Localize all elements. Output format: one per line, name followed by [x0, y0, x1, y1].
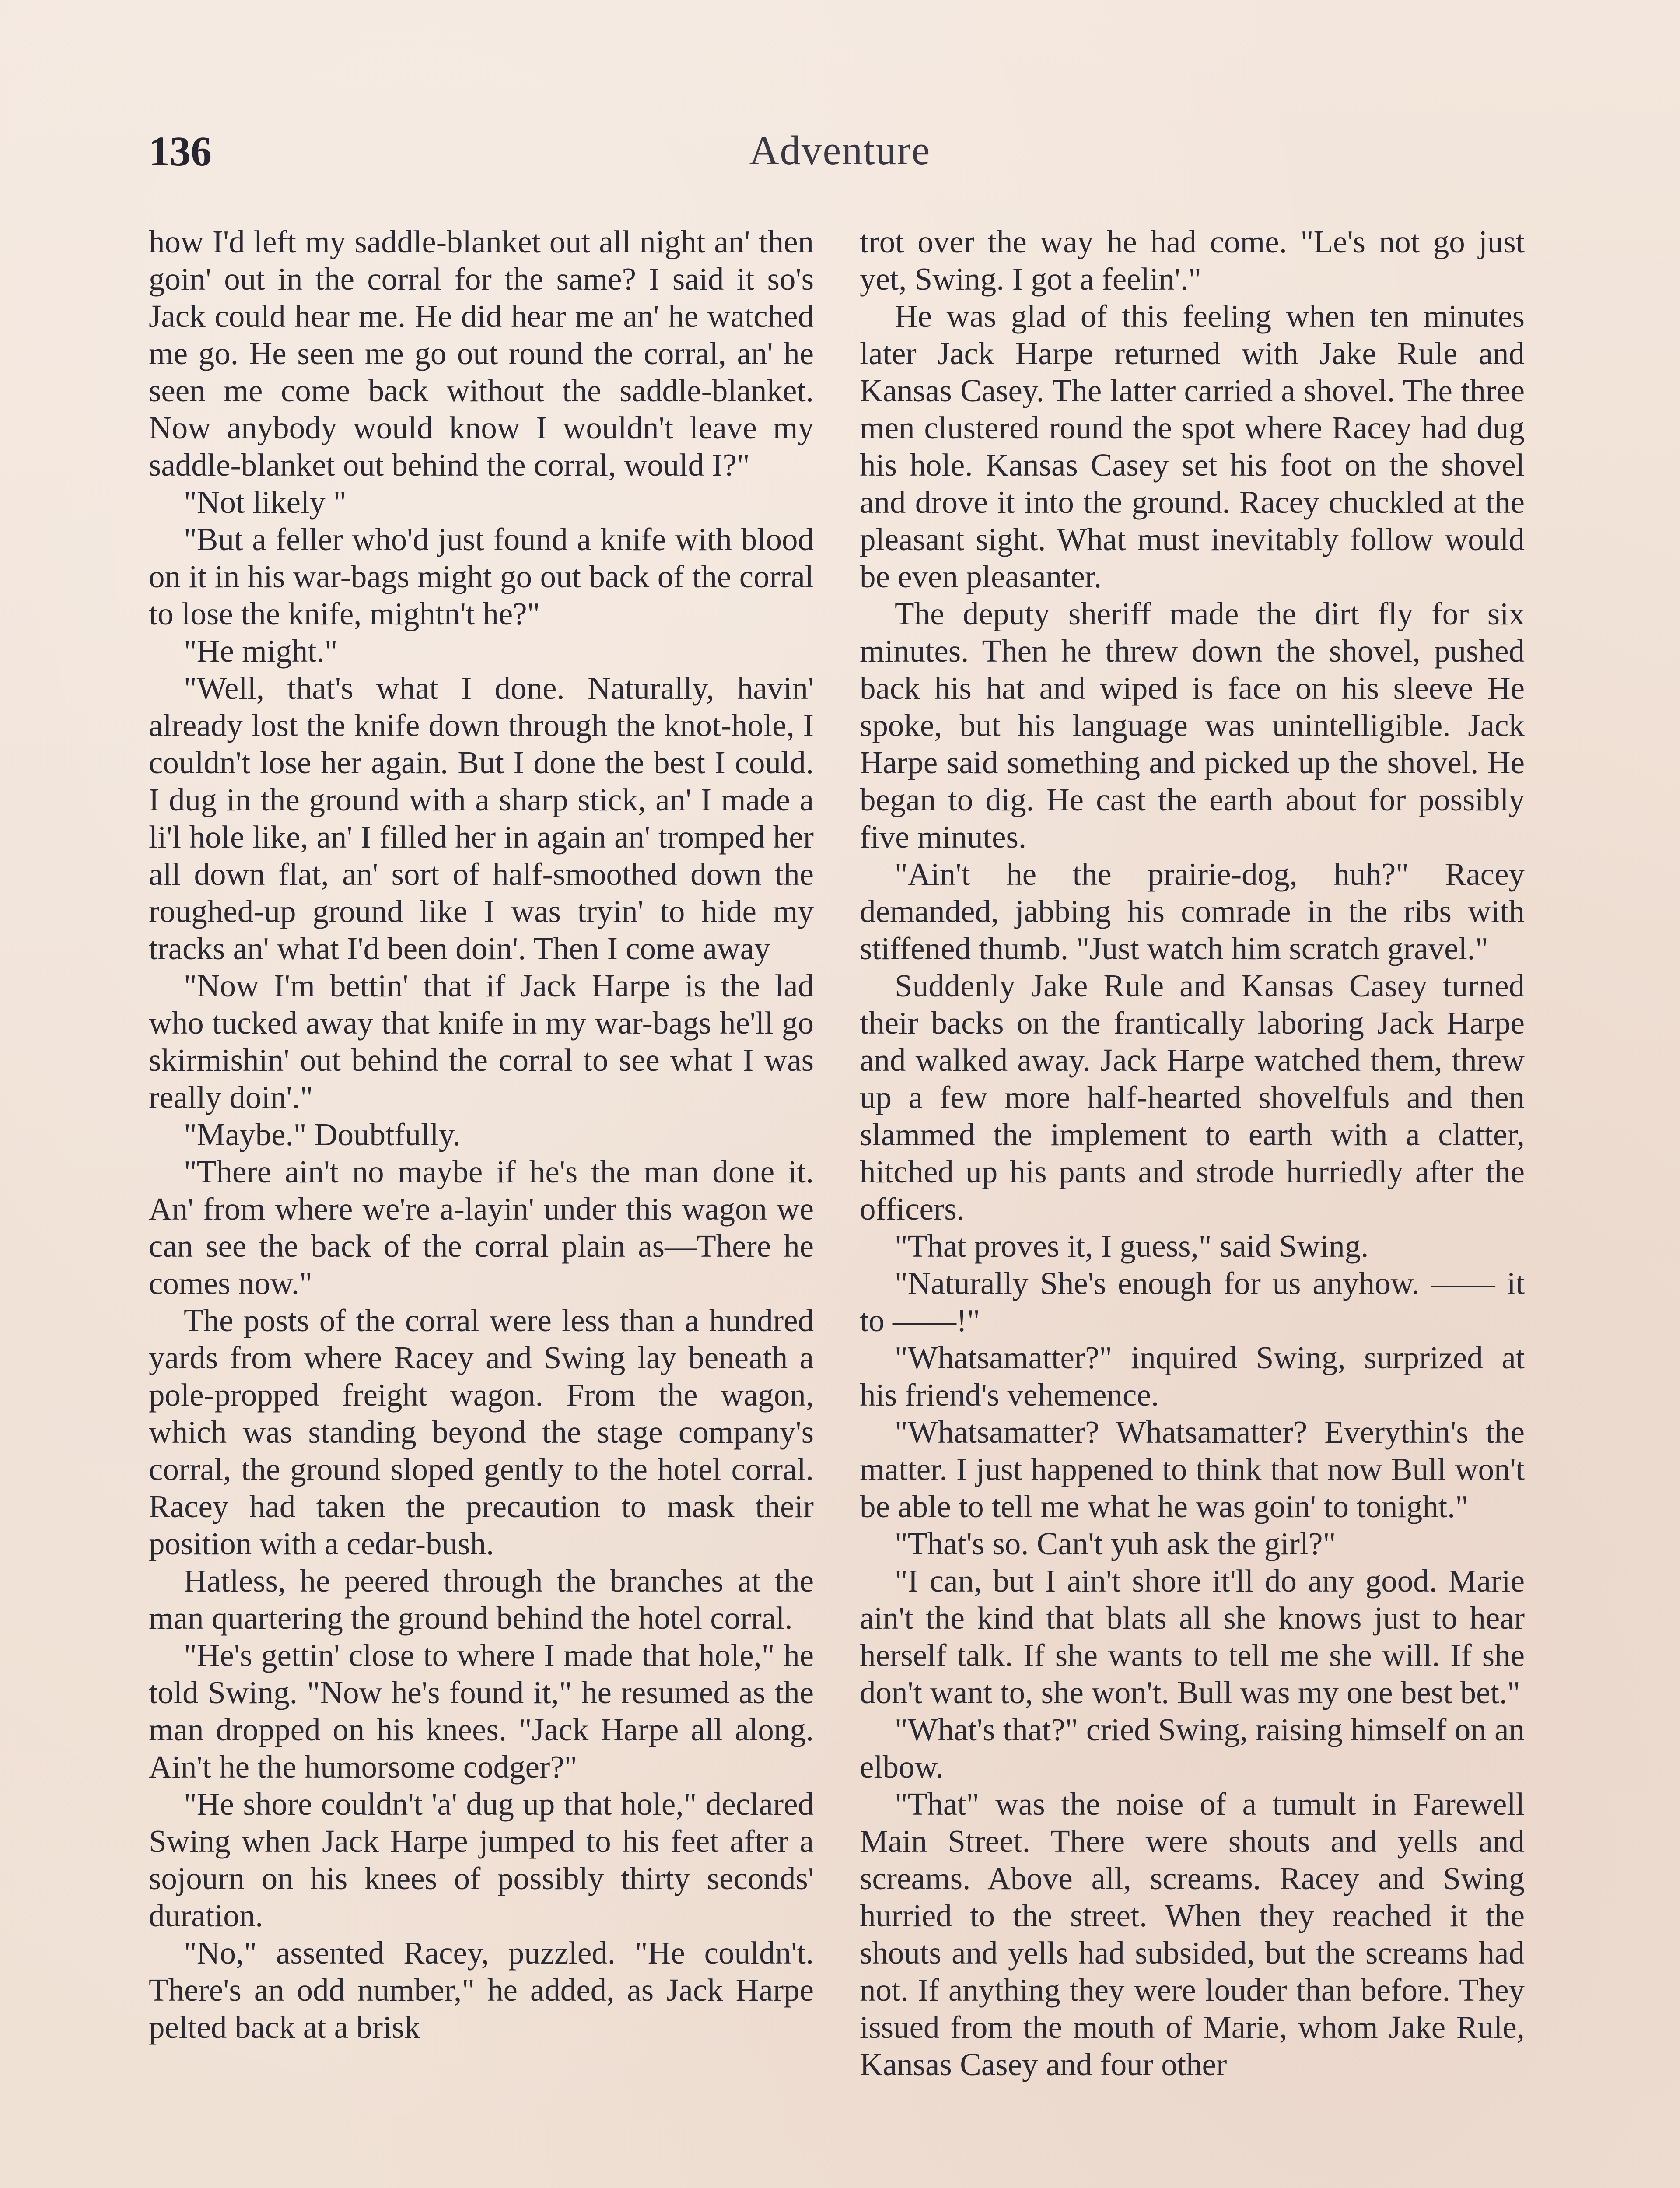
paragraph: "He's gettin' close to where I made that hole," he told Swing. "Now he's found it," he resumed as the man dropped on his knees. "Jack Harpe all along. Ain't he the humorsome codger?" — [149, 1637, 814, 1785]
paragraph: "Ain't he the prairie-dog, huh?" Racey demanded, jabbing his comrade in the ribs with stiffened thumb. "Just watch him scratch gravel." — [860, 856, 1525, 966]
paragraph: "Maybe." Doubtfully. — [184, 1117, 461, 1152]
paragraph: Suddenly Jake Rule and Kansas Casey turned their backs on the frantically laboring Jack Harpe and walked away. Jack Harpe watched them, threw up a few more half-hearted shovelfuls and then slammed the implement to earth with a clatter, hitched up his pants and strode hurriedly after the officers. — [860, 968, 1525, 1227]
paragraph: "But a feller who'd just found a knife with blood on it in his war-bags might go out back of the corral to lose the knife, mightn't he?" — [149, 522, 814, 631]
paragraph: "Not likely " — [184, 484, 346, 520]
paragraph: "There ain't no maybe if he's the man done it. An' from where we're a-layin' under this wagon we can see the back of the corral plain as—There he comes now." — [149, 1154, 814, 1301]
paragraph: "Whatsamatter?" inquired Swing, surprized at his friend's vehemence. — [860, 1340, 1525, 1413]
running-title: Adventure — [749, 128, 931, 173]
paragraph: "He might." — [184, 633, 338, 669]
right-column — [860, 223, 1525, 2083]
paragraph: "Whatsamatter? Whatsamatter? Everythin's the matter. I just happened to think that now Bull won't be able to tell me what he was goin' to tonight." — [860, 1414, 1525, 1524]
paragraph: "What's that?" cried Swing, raising himself on an elbow. — [860, 1712, 1525, 1785]
paragraph: He was glad of this feeling when ten minutes later Jack Harpe returned with Jake Rule and Kansas Casey. The latter carried a shovel. The three men clustered round the spot where Racey had dug his hole. Kansas Casey set his foot on the shovel and drove it into the ground. Racey chuckled at the pleasant sight. What must inevitably follow would be even pleasanter. — [860, 298, 1525, 594]
paragraph: "I can, but I ain't shore it'll do any good. Marie ain't the kind that blats all she knows just to hear herself talk. If she wants to tell me she will. If she don't want to, she won't. Bull was my one best bet." — [860, 1563, 1525, 1710]
paragraph: "Now I'm bettin' that if Jack Harpe is the lad who tucked away that knife in my war-bags he'll go skirmishin' out behind the corral to see what I was really doin'." — [149, 968, 814, 1115]
paragraph: "He shore couldn't 'a' dug up that hole," declared Swing when Jack Harpe jumped to his feet after a sojourn on his knees of possibly thirty seconds' duration. — [149, 1786, 814, 1933]
paragraph: "Naturally She's enough for us anyhow. —— it to ——!" — [860, 1266, 1525, 1338]
left-column — [149, 223, 814, 2046]
paragraph: "That's so. Can't yuh ask the girl?" — [895, 1526, 1336, 1561]
page-number: 136 — [149, 128, 212, 175]
paragraph: "Well, that's what I done. Naturally, havin' already lost the knife down through the knot-hole, I couldn't lose her again. But I done the best I could. I dug in the ground with a sharp stick, an' I made a li'l hole like, an' I filled her in again an' tromped her all down flat, an' sort of half-smoothed down the roughed-up ground like I was tryin' to hide my tracks an' what I'd been doin'. Then I come away — [149, 670, 814, 966]
paragraph: trot over the way he had come. "Le's not go just yet, Swing. I got a feelin'." — [860, 224, 1525, 297]
paragraph: how I'd left my saddle-blanket out all night an' then goin' out in the corral for the same? I said it so's Jack could hear me. He did hear me an' he watched me go. He seen me go out round the corral, an' he seen me come back without the saddle-blanket. Now anybody would know I wouldn't leave my saddle-blanket out behind the corral, would I?" — [149, 224, 814, 483]
paragraph: "That" was the noise of a tumult in Farewell Main Street. There were shouts and yells and screams. Above all, screams. Racey and Swing hurried to the street. When they reached it the shouts and yells had subsided, but the screams had not. If anything they were louder than before. They issued from the mouth of Marie, whom Jake Rule, Kansas Casey and four other — [860, 1786, 1525, 2082]
paragraph: Hatless, he peered through the branches at the man quartering the ground behind the hotel corral. — [149, 1563, 814, 1636]
paragraph: "That proves it, I guess," said Swing. — [895, 1228, 1369, 1264]
paragraph: The deputy sheriff made the dirt fly for six minutes. Then he threw down the shovel, pushed back his hat and wiped is face on his sleeve He spoke, but his language was unintelligible. Jack Harpe said something and picked up the shovel. He began to dig. He cast the earth about for possibly five minutes. — [860, 596, 1525, 855]
paragraph: The posts of the corral were less than a hundred yards from where Racey and Swing lay beneath a pole-propped freight wagon. From the wagon, which was standing beyond the stage company's corral, the ground sloped gently to the hotel corral. Racey had taken the precaution to mask their position with a cedar-bush. — [149, 1303, 814, 1561]
paragraph: "No," assented Racey, puzzled. "He couldn't. There's an odd number," he added, as Jack Harpe pelted back at a brisk — [149, 1935, 814, 2045]
